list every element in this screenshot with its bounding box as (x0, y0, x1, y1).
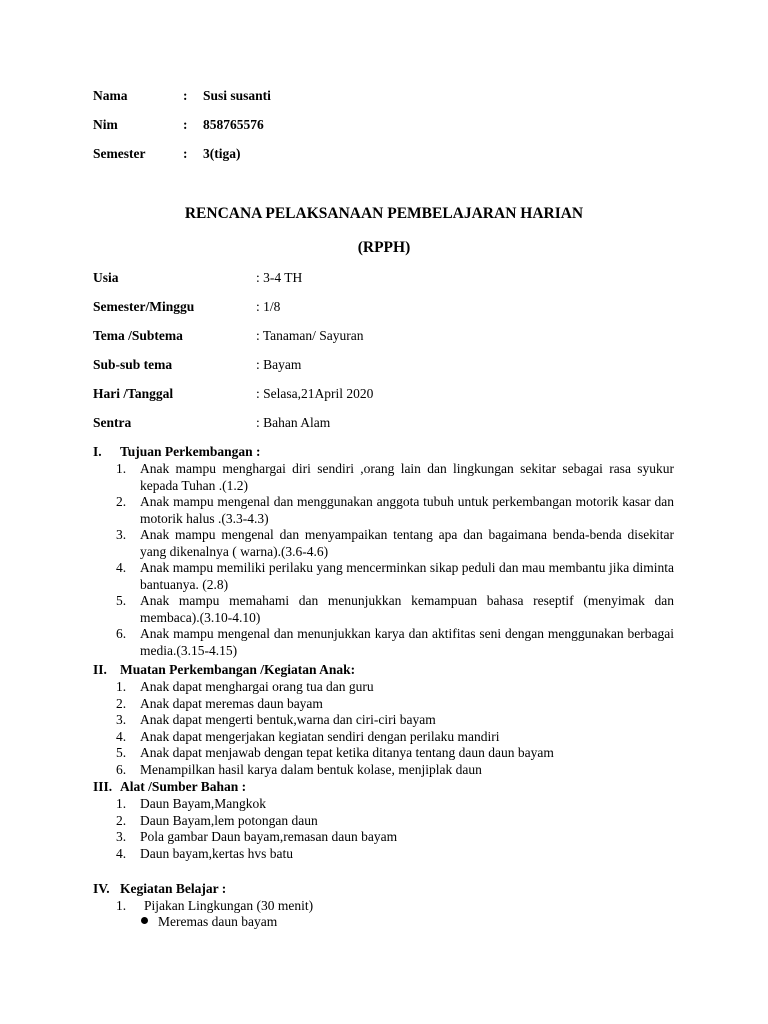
section-heading-muatan (93, 662, 355, 679)
nim-label: Nim (93, 117, 118, 132)
semester-value: 3(tiga) (203, 146, 241, 161)
list-item (0, 560, 674, 593)
item-text: Daun Bayam,lem potongan daun (140, 812, 318, 828)
item-number: 6. (116, 761, 127, 777)
item-number: 1. (116, 679, 127, 694)
list-item (0, 898, 674, 915)
item-text: Anak mampu memahami dan menunjukkan kemampuan bahasa reseptif (menyimak dan membaca).(3.10-4.10) (140, 593, 674, 625)
meta-label: Usia (93, 270, 119, 285)
section-number: IV. (93, 881, 110, 896)
semester-label: Semester (93, 146, 146, 161)
document-subtitle: (RPPH) (357, 239, 411, 256)
section-heading-tujuan (93, 444, 261, 461)
item-text: Anak dapat mengerjakan kegiatan sendiri dengan perilaku mandiri (140, 728, 500, 744)
item-text: Anak dapat mengerti bentuk,warna dan ciri-ciri bayam (140, 712, 436, 727)
bullet-icon (141, 917, 148, 924)
item-text: Anak dapat menghargai orang tua dan guru (140, 679, 374, 694)
item-number: 2. (116, 695, 127, 711)
meta-label: Semester/Minggu (93, 299, 195, 314)
list-item (0, 846, 674, 863)
section-heading-kegiatan (93, 881, 226, 898)
item-text: Anak mampu mengenal dan menggunakan anggota tubuh untuk perkembangan motorik kasar dan motorik halus .(3.3-4.3) (140, 494, 674, 526)
name-value: Susi susanti (203, 88, 271, 103)
section-number: I. (93, 444, 102, 459)
item-number: 3. (116, 712, 127, 727)
list-item (0, 796, 674, 813)
muatan-list (0, 679, 674, 778)
semester-separator: : (183, 146, 188, 161)
meta-value: : 1/8 (256, 299, 281, 314)
document-title: RENCANA PELAKSANAAN PEMBELAJARAN HARIAN (184, 205, 584, 222)
list-item (0, 762, 674, 779)
item-text: Anak mampu mengenal dan menyampaikan tentang apa dan bagaimana benda-benda disekitar yang dikenalnya ( warna).(3.6-4.6) (140, 527, 674, 559)
section-title: Muatan Perkembangan /Kegiatan Anak: (120, 662, 356, 677)
item-number: 4. (116, 845, 127, 861)
section-title: Alat /Sumber Bahan : (120, 779, 247, 794)
meta-label: Hari /Tanggal (93, 386, 174, 401)
item-text: Menampilkan hasil karya dalam bentuk kolase, menjiplak daun (140, 761, 482, 777)
item-text: Daun bayam,kertas hvs batu (140, 845, 293, 861)
item-text: Anak mampu menghargai diri sendiri ,orang lain dan lingkungan sekitar sebagai rasa syukur kepada Tuhan .(1.2) (140, 461, 674, 493)
item-number: 4. (116, 728, 127, 744)
item-number: 1. (116, 796, 127, 811)
meta-label: Sentra (93, 415, 132, 430)
section-title: Tujuan Perkembangan : (120, 444, 261, 459)
bullet-text: Meremas daun bayam (158, 914, 278, 929)
item-text: Daun Bayam,Mangkok (140, 796, 266, 811)
list-item (0, 696, 674, 713)
item-text: Anak dapat menjawab dengan tepat ketika ditanya tentang daun daun bayam (140, 745, 554, 760)
nim-separator: : (183, 117, 188, 132)
list-item (0, 527, 674, 560)
list-item (0, 729, 674, 746)
item-text: Anak mampu memiliki perilaku yang mencerminkan sikap peduli dan mau membantu jika diminta bantuanya. (2.8) (140, 560, 674, 592)
item-number: 1. (116, 898, 127, 913)
list-item (0, 829, 674, 846)
meta-label: Tema /Subtema (93, 328, 183, 343)
tujuan-list (0, 461, 674, 659)
item-text: Anak dapat meremas daun bayam (140, 695, 323, 711)
item-number: 1. (116, 461, 127, 476)
list-item (0, 679, 674, 696)
item-number: 5. (116, 745, 127, 760)
item-number: 2. (116, 812, 127, 828)
section-title: Kegiatan Belajar : (120, 881, 227, 896)
list-item (0, 813, 674, 830)
nim-value: 858765576 (203, 117, 264, 132)
item-text: Anak mampu mengenal dan menunjukkan karya dan aktifitas seni dengan menggunakan berbagai media.(3.15-4.15) (140, 626, 674, 658)
section-heading-alat (93, 779, 246, 796)
item-number: 5. (116, 593, 127, 608)
name-separator: : (183, 88, 188, 103)
item-text: Pijakan Lingkungan (30 menit) (144, 898, 314, 913)
meta-label: Sub-sub tema (93, 357, 173, 372)
meta-value: : Bahan Alam (256, 415, 331, 430)
meta-value: : Selasa,21April 2020 (256, 386, 374, 401)
list-item (0, 712, 674, 729)
list-item (0, 626, 674, 659)
item-number: 2. (116, 494, 127, 509)
meta-value: : Bayam (256, 357, 302, 372)
list-item (0, 461, 674, 494)
bullet-item (141, 914, 277, 931)
list-item (0, 494, 674, 527)
meta-value: : 3-4 TH (256, 270, 303, 285)
list-item (0, 593, 674, 626)
item-text: Pola gambar Daun bayam,remasan daun bayam (140, 829, 398, 844)
name-label: Nama (93, 88, 128, 103)
meta-value: : Tanaman/ Sayuran (256, 328, 364, 343)
item-number: 6. (116, 626, 127, 641)
item-number: 3. (116, 527, 127, 542)
section-number: II. (93, 662, 107, 677)
list-item (0, 745, 674, 762)
alat-list (0, 796, 674, 862)
item-number: 4. (116, 560, 127, 575)
kegiatan-list (0, 898, 674, 915)
section-number: III. (93, 779, 113, 794)
item-number: 3. (116, 829, 127, 844)
